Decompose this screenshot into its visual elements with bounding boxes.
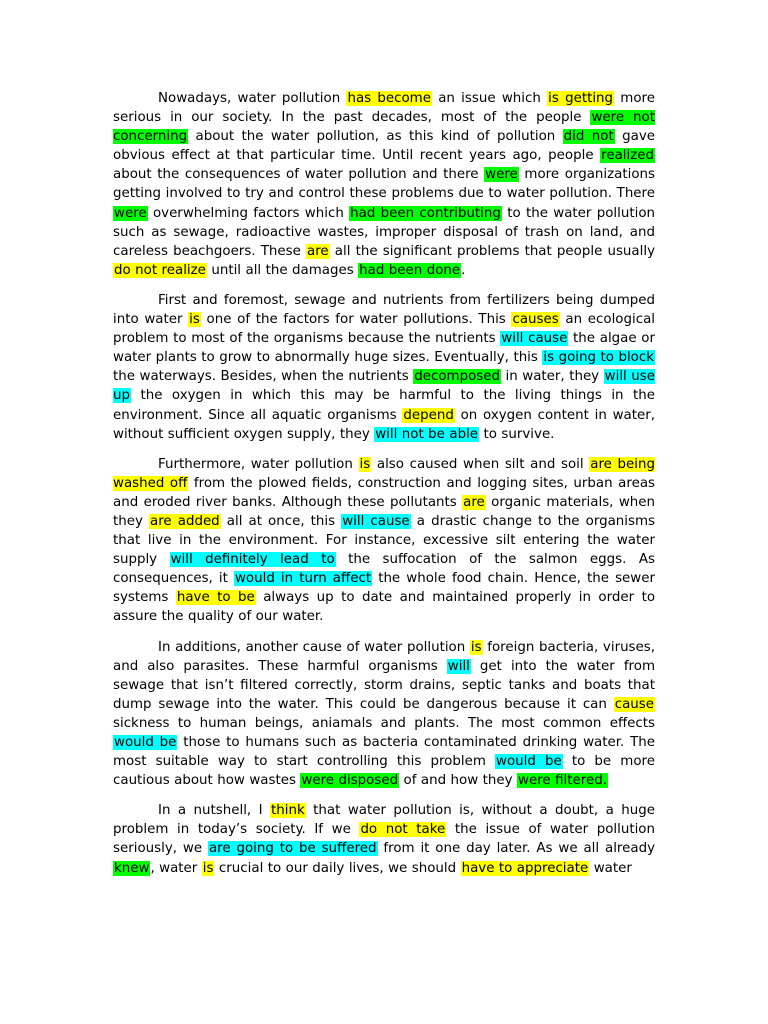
highlighted-verb-cyan: are going to be suffered <box>208 841 377 857</box>
highlighted-verb-yellow: do not realize <box>114 262 206 278</box>
highlighted-verb-green: did not <box>563 129 614 145</box>
text-run: foreign bacteria, viruses, and also parasites. These harmful organisms <box>113 639 656 674</box>
text-run: an ecological problem to most of the organisms because the nutrients <box>113 312 655 347</box>
highlighted-verb-yellow: are <box>306 243 329 259</box>
highlighted-verb-green: were <box>114 205 147 221</box>
highlighted-verb-green: were filtered. <box>518 773 607 789</box>
text-run: gave obvious effect at that particular time. Until recent years ago, people <box>113 129 656 164</box>
text-run: In a nutshell, I <box>158 803 271 819</box>
text-run: the oxygen in which this may be harmful to the living things in the environment. Since all aquatic organisms <box>113 388 655 423</box>
highlighted-verb-green: had been done <box>359 262 461 278</box>
text-run: those to humans such as bacteria contaminated drinking water. The most suitable way to start controlling this problem <box>113 735 655 770</box>
highlighted-verb-yellow: have to be <box>176 590 255 606</box>
text-run: . <box>461 262 466 278</box>
highlighted-verb-cyan: will cause <box>501 331 568 347</box>
text-run: one of the factors for water pollutions. This <box>200 312 512 328</box>
highlighted-verb-yellow: causes <box>512 312 559 328</box>
highlighted-verb-green: decomposed <box>414 369 500 385</box>
highlighted-verb-cyan: would be <box>114 735 177 750</box>
text-run: in water, they <box>501 369 604 385</box>
text-run: from it one day later. As we all already <box>377 841 655 857</box>
paragraph-intro <box>113 89 655 280</box>
highlighted-verb-yellow: cause <box>614 696 654 712</box>
text-run: to be more cautious about how wastes <box>113 754 655 789</box>
text-run: all at once, this <box>220 513 342 529</box>
highlighted-verb-yellow: think <box>271 803 305 819</box>
highlighted-verb-yellow: are added <box>150 513 220 529</box>
text-run: organic materials, when they <box>113 494 655 529</box>
paragraph-conclusion <box>113 801 655 877</box>
text-run: to survive. <box>479 426 555 442</box>
text-run: the algae or water plants to grow to abnormally huge sizes. Eventually, this <box>113 331 656 366</box>
text-run: of and how they <box>399 773 517 789</box>
highlighted-verb-cyan: will cause <box>342 513 410 529</box>
highlighted-verb-cyan: will use up <box>113 369 655 404</box>
highlighted-verb-green: had been contributing <box>350 205 501 221</box>
highlighted-verb-green: were <box>485 167 518 183</box>
highlighted-verb-yellow: have to appreciate <box>461 860 589 876</box>
text-run: In additions, another cause of water pollution <box>158 639 470 655</box>
text-run: the waterways. Besides, when the nutrients <box>113 369 414 385</box>
text-run: the issue of water pollution seriously, we <box>113 822 655 857</box>
highlighted-verb-yellow: is <box>202 860 214 876</box>
text-run: on oxygen content in water, without sufficient oxygen supply, they <box>113 407 655 442</box>
text-run: more organizations getting involved to try and control these problems due to water pollution. There <box>113 167 655 202</box>
highlighted-verb-yellow: do not take <box>360 822 446 838</box>
text-run: about the water pollution, as this kind of pollution <box>188 129 563 145</box>
text-run: all the significant problems that people usually <box>329 243 655 259</box>
text-run: until all the damages <box>206 262 359 278</box>
highlighted-verb-yellow: has become <box>347 91 431 106</box>
text-run: overwhelming factors which <box>147 205 350 221</box>
text-run: about the consequences of water pollution and there <box>113 167 485 183</box>
paragraph-sewage-nutrients <box>113 291 655 444</box>
highlighted-verb-green: knew <box>114 860 150 876</box>
highlighted-verb-yellow: is <box>470 639 482 655</box>
text-run: an issue which <box>431 91 548 106</box>
text-run: the suffocation of the salmon eggs. As consequences, it <box>113 552 655 587</box>
highlighted-verb-yellow: are being washed off <box>113 456 655 491</box>
highlighted-verb-yellow: is getting <box>548 91 614 106</box>
highlighted-verb-cyan: is going to block <box>543 350 654 366</box>
highlighted-verb-green: were disposed <box>301 773 399 789</box>
highlighted-verb-cyan: would be <box>496 754 562 770</box>
text-run: always up to date and maintained properly in order to assure the quality of our water. <box>113 590 656 625</box>
highlighted-verb-cyan: will definitely lead to <box>170 552 335 568</box>
paragraph-bacteria <box>113 638 655 791</box>
highlighted-verb-yellow: is <box>189 312 200 328</box>
highlighted-verb-cyan: would in turn affect <box>234 571 372 587</box>
text-run: crucial to our daily lives, we should <box>214 860 461 876</box>
text-run: also caused when silt and soil <box>371 456 590 472</box>
text-run: to the water pollution such as sewage, radioactive wastes, improper disposal of trash on land, and careless beachgoers. These <box>113 205 655 259</box>
highlighted-verb-yellow: is <box>359 456 371 472</box>
highlighted-verb-cyan: will not be able <box>375 426 479 442</box>
essay-page <box>113 89 655 889</box>
paragraph-silt-soil <box>113 455 655 627</box>
text-run: from the plowed fields, construction and logging sites, urban areas and eroded river banks. Although these pollutants <box>113 475 655 510</box>
highlighted-verb-green: were not concerning <box>113 110 655 145</box>
text-run: a drastic change to the organisms that live in the environment. For instance, excessive silt entering the water supply <box>113 513 656 568</box>
text-run: the whole food chain. Hence, the sewer systems <box>113 571 655 606</box>
text-run: more serious in our society. In the past decades, most of the people <box>113 91 655 126</box>
highlighted-verb-cyan: will <box>447 658 470 674</box>
text-run: that water pollution is, without a doubt, a huge problem in today’s society. If we <box>113 803 656 838</box>
text-run: First and foremost, sewage and nutrients from fertilizers being dumped into water <box>113 292 655 328</box>
text-run: Nowadays, water pollution <box>158 91 347 106</box>
text-run: Furthermore, water pollution <box>158 456 359 472</box>
text-run: water <box>589 860 632 876</box>
text-run: get into the water from sewage that isn’t filtered correctly, storm drains, septic tanks and boats that dump sewage into the water. This could be dangerous because it can <box>113 658 655 712</box>
highlighted-verb-yellow: are <box>463 494 485 510</box>
text-run: , water <box>150 860 202 876</box>
highlighted-verb-green: realized <box>601 148 654 164</box>
text-run: sickness to human beings, aniamals and plants. The most common effects <box>113 715 655 731</box>
highlighted-verb-yellow: depend <box>403 407 454 423</box>
